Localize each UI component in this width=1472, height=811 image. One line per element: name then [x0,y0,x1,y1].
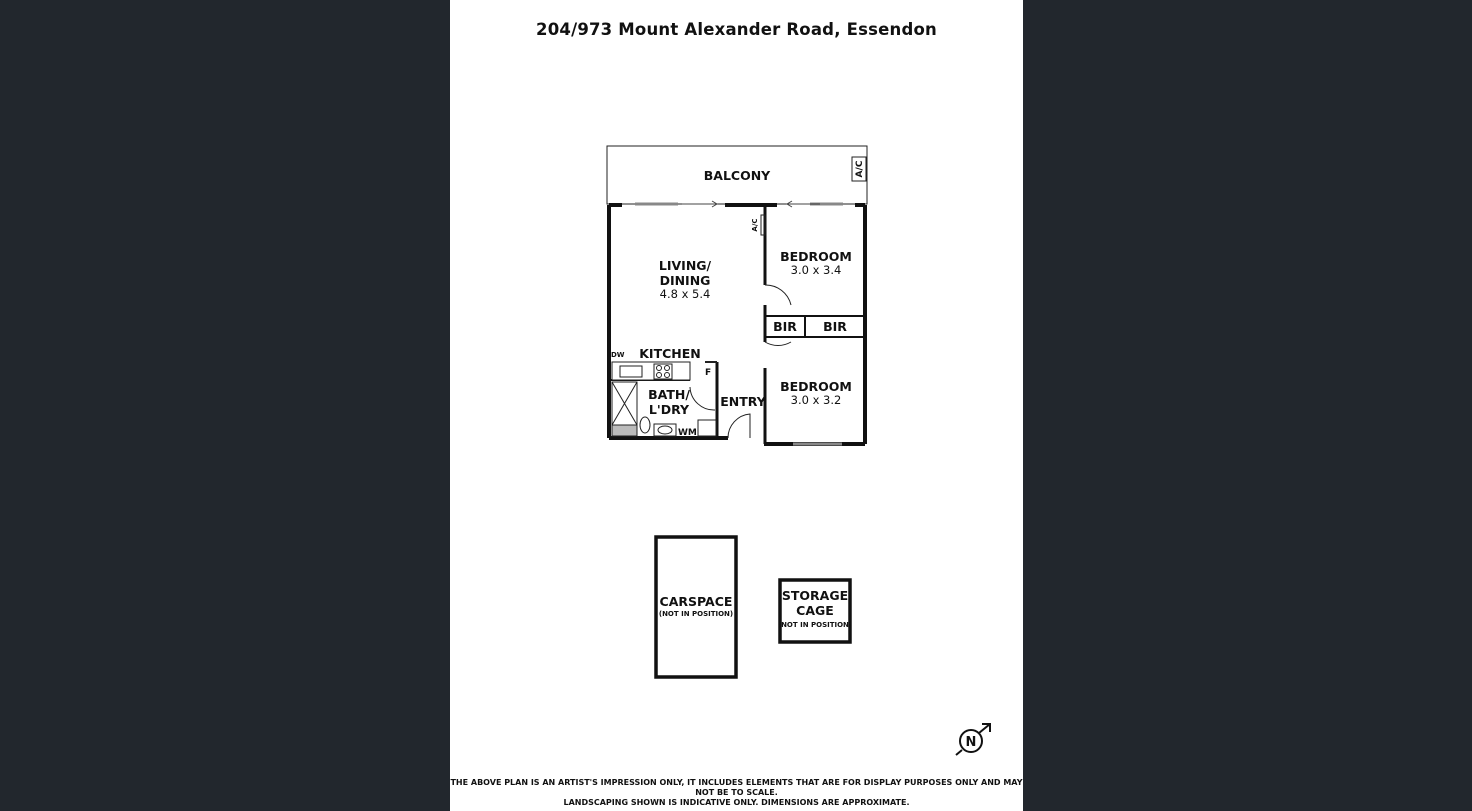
living-label-line2: DINING [659,273,711,288]
kitchen-label: KITCHEN [639,346,701,361]
bir1-label: BIR [773,319,797,334]
carspace-label: CARSPACE [659,594,733,609]
disclaimer-line1: THE ABOVE PLAN IS AN ARTIST'S IMPRESSION ONLY, IT INCLUDES ELEMENTS THAT ARE FOR DISPLAY PURPOSES ONLY AND MAY NOT BE TO SCALE. [450,778,1023,797]
bath-label-line1: BATH/ [648,387,690,402]
bath-label-line2: L'DRY [648,402,690,417]
floor-plan-drawing [450,0,1023,811]
disclaimer-line2: LANDSCAPING SHOWN IS INDICATIVE ONLY. DIMENSIONS ARE APPROXIMATE. [563,798,910,807]
dishwasher-label: DW [611,351,625,359]
bir2-label: BIR [823,319,847,334]
storage-note: (NOT IN POSITION) [777,621,853,629]
balcony-ac-label: A/C [855,160,865,178]
bedroom2-label: BEDROOM [780,379,852,394]
living-dimensions: 4.8 x 5.4 [659,287,711,301]
bedroom1-dimensions: 3.0 x 3.4 [790,263,842,277]
interior-ac-label: A/C [751,218,759,232]
living-label-line1: LIVING/ [658,258,712,273]
storage-label-line1: STORAGE [781,588,849,603]
disclaimer [450,778,1023,808]
floorplan-sheet [450,0,1023,811]
storage-label-line2: CAGE [796,603,834,618]
fridge-label: F [705,368,712,378]
balcony-label: BALCONY [703,168,771,183]
bedroom2-dimensions: 3.0 x 3.2 [790,393,842,407]
washing-machine-label: WM [678,428,697,438]
kitchen-bench [612,362,690,380]
property-address-title: 204/973 Mount Alexander Road, Essendon [536,20,937,39]
carspace-note: (NOT IN POSITION) [658,610,734,618]
north-label: N [965,735,977,750]
north-arrow-icon [956,724,990,755]
entry-label: ENTRY [720,394,766,409]
bedroom1-label: BEDROOM [780,249,852,264]
